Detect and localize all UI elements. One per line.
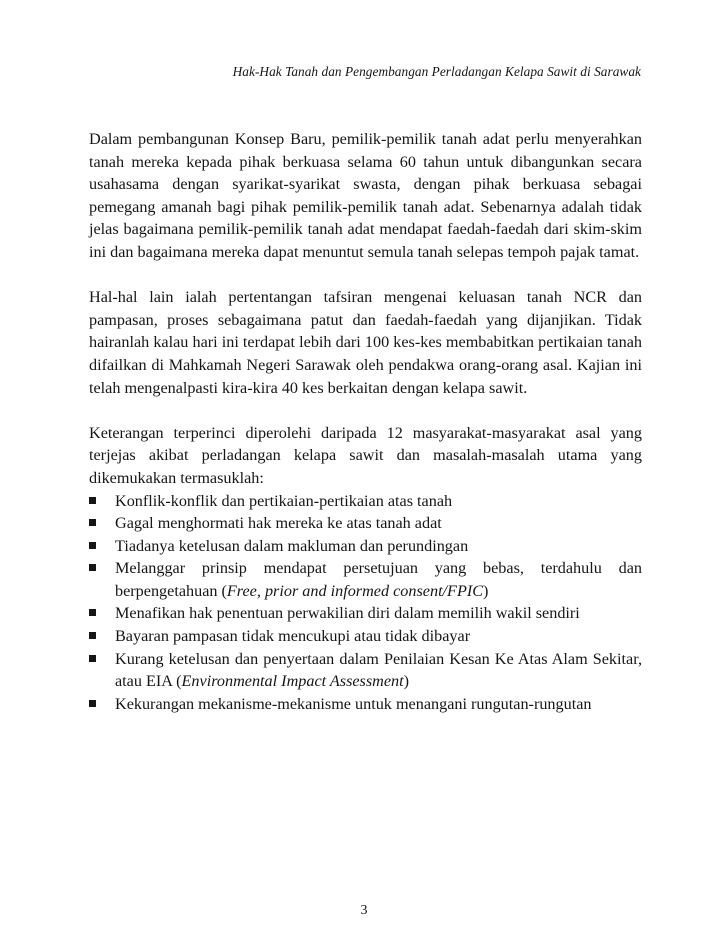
square-bullet-icon	[89, 700, 96, 707]
list-item: Melanggar prinsip mendapat persetujuan yang bebas, terdahulu dan berpengetahuan (Free, prior and informed consent/FPIC)	[89, 557, 642, 602]
square-bullet-icon	[89, 497, 96, 504]
list-item: Konflik-konflik dan pertikaian-pertikaian atas tanah	[89, 490, 642, 513]
italic-term: Environmental Impact Assessment	[181, 672, 404, 691]
list-item: Kekurangan mekanisme-mekanisme untuk menangani rungutan-rungutan	[89, 693, 642, 716]
list-item: Menafikan hak penentuan perwakilian diri dalam memilih wakil sendiri	[89, 602, 642, 625]
page-number: 3	[360, 903, 368, 918]
paragraph: Dalam pembangunan Konsep Baru, pemilik-pemilik tanah adat perlu menyerahkan tanah mereka kepada pihak berkuasa selama 60 tahun untuk dibangunkan secara usahasama dengan syarikat-syarikat swasta, dengan pihak berkuasa sebagai pemegang amanah bagi pihak pemilik-pemilik tanah adat. Sebenarnya adalah tidak jelas bagaimana pemilik-pemilik tanah adat mendapat faedah-faedah dari skim-skim ini dan bagaimana mereka dapat menuntut semula tanah selepas tempoh pajak tamat.	[89, 130, 642, 261]
italic-term: Free, prior and informed consent/FPIC	[226, 581, 484, 600]
list-item: Kurang ketelusan dan penyertaan dalam Penilaian Kesan Ke Atas Alam Sekitar, atau EIA (Environmental Impact Assessment)	[89, 648, 642, 693]
square-bullet-icon	[89, 564, 96, 571]
body-text	[89, 128, 642, 715]
square-bullet-icon	[89, 609, 96, 616]
square-bullet-icon	[89, 519, 96, 526]
square-bullet-icon	[89, 542, 96, 549]
square-bullet-icon	[89, 632, 96, 639]
paragraph: Hal-hal lain ialah pertentangan tafsiran mengenai keluasan tanah NCR dan pampasan, proses sebagaimana patut dan faedah-faedah yang dijanjikan. Tidak hairanlah kalau hari ini terdapat lebih dari 100 kes-kes membabitkan pertikaian tanah difailkan di Mahkamah Negeri Sarawak oleh pendakwa orang-orang asal. Kajian ini telah mengenalpasti kira-kira 40 kes berkaitan dengan kelapa sawit.	[89, 288, 642, 397]
running-header: Hak-Hak Tanah dan Pengembangan Perladangan Kelapa Sawit di Sarawak	[232, 64, 641, 79]
list-item: Bayaran pampasan tidak mencukupi atau tidak dibayar	[89, 625, 642, 648]
list-item: Gagal menghormati hak mereka ke atas tanah adat	[89, 512, 642, 535]
issue-list	[89, 490, 642, 716]
paragraph: Keterangan terperinci diperolehi daripada 12 masyarakat-masyarakat asal yang terjejas akibat perladangan kelapa sawit dan masalah-masalah utama yang dikemukakan termasuklah:	[89, 423, 642, 487]
square-bullet-icon	[89, 655, 96, 662]
list-item: Tiadanya ketelusan dalam makluman dan perundingan	[89, 535, 642, 558]
